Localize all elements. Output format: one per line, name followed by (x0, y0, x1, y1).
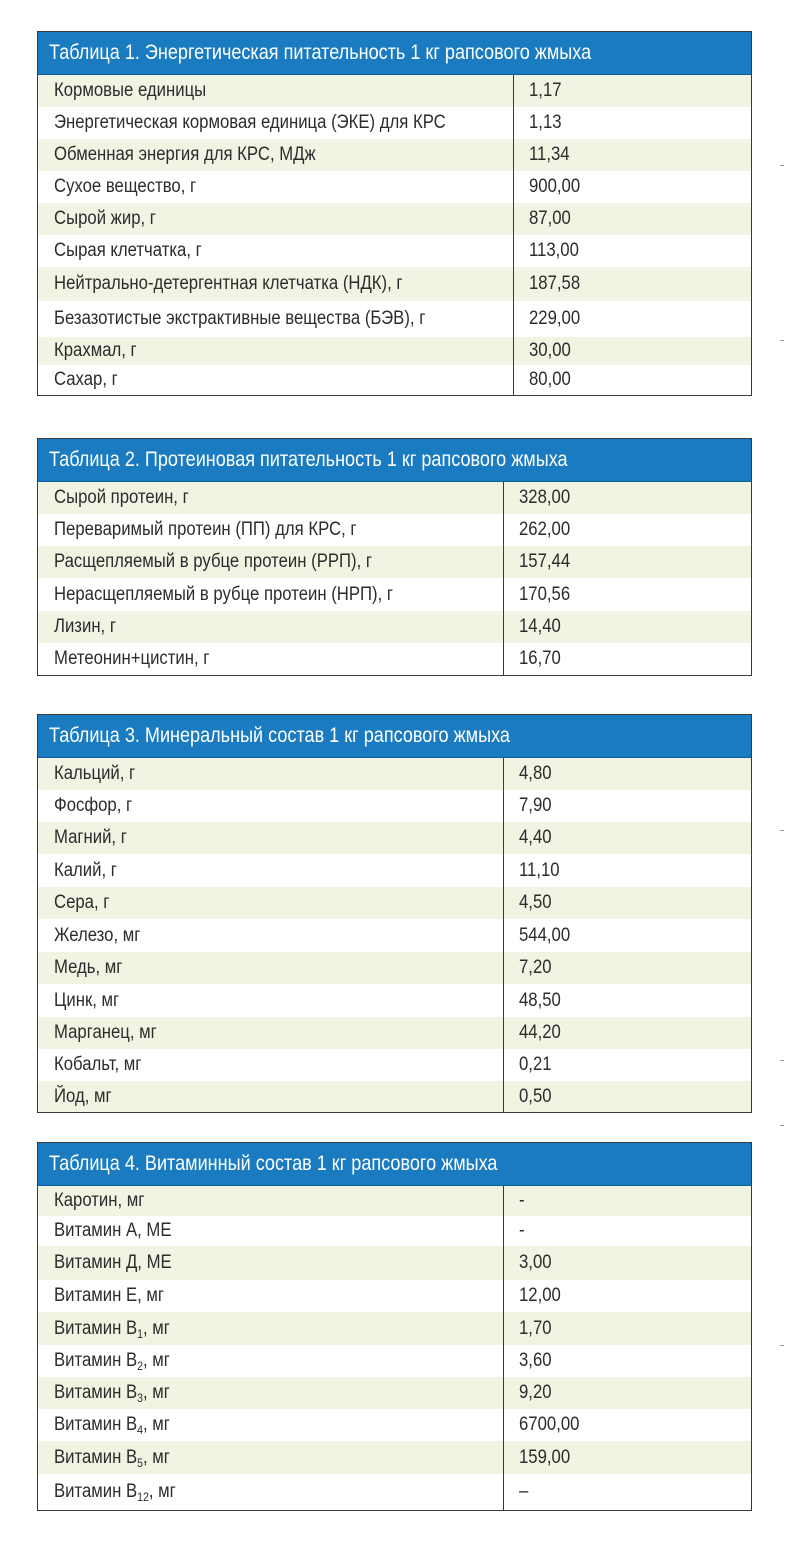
row-value-cell (504, 1017, 567, 1049)
table-row (38, 984, 751, 1017)
row-label (54, 144, 316, 166)
row-value: 544,00 (519, 924, 571, 946)
row-value-cell (514, 301, 587, 337)
table-4 (37, 1142, 752, 1511)
row-label-text: Нейтрально-детергентная клетчатка (НДК), г (54, 273, 403, 294)
row-label-text: Магний, г (54, 827, 127, 848)
row-label-text: Сырой протеин, г (54, 487, 189, 508)
row-label-text: Энергетическая кормовая единица (ЭКЕ) для КРС (54, 112, 446, 133)
margin-mark (780, 1060, 784, 1061)
row-label (54, 80, 206, 102)
row-label-cell (38, 887, 504, 919)
row-label-cell (38, 1409, 504, 1441)
row-label-cell (38, 1280, 504, 1312)
table-row (38, 235, 751, 267)
table-row (38, 203, 751, 235)
row-label-cell (38, 365, 514, 395)
row-value: 229,00 (529, 308, 581, 329)
row-value-cell (504, 578, 577, 611)
row-value: – (519, 1481, 529, 1502)
row-label (54, 957, 122, 979)
row-value: 170,56 (519, 583, 571, 605)
row-label-cell (38, 75, 514, 107)
row-value-cell (504, 482, 577, 514)
table-row (38, 1345, 751, 1377)
row-label (54, 487, 189, 509)
row-label-cell (38, 854, 504, 887)
row-label-cell (38, 1246, 504, 1280)
table-row (38, 919, 751, 952)
row-label-text: Сырая клетчатка, г (54, 240, 202, 261)
row-value-cell (504, 822, 556, 854)
table-row (38, 1377, 751, 1409)
margin-mark (780, 165, 784, 166)
row-label (54, 763, 135, 785)
row-label-text: Йод, мг (54, 1085, 112, 1107)
table-row (38, 365, 751, 395)
row-label (54, 340, 137, 362)
row-value-cell (504, 1280, 567, 1312)
row-label-text: Лизин, г (54, 616, 116, 637)
row-label-cell (38, 1377, 504, 1409)
row-label-cell (38, 643, 504, 675)
row-value-cell (514, 139, 575, 171)
row-value-cell (504, 1081, 556, 1112)
table-row (38, 1186, 751, 1216)
table-1 (37, 31, 752, 396)
row-value: 113,00 (529, 240, 579, 261)
row-label (54, 1220, 172, 1242)
row-value: 44,20 (519, 1022, 561, 1043)
row-label-text: Витамин Е, мг (54, 1285, 165, 1306)
row-value-cell (504, 854, 565, 887)
row-value: 7,90 (519, 795, 552, 816)
row-label-suffix: , мг (148, 1481, 176, 1502)
row-label-text: Витамин В (54, 1382, 138, 1403)
row-label-text: Сахар, г (54, 369, 118, 390)
row-value-cell (504, 952, 556, 984)
row-label-subscript: 5 (137, 1455, 144, 1470)
row-label (54, 795, 132, 817)
row-label-text: Метеонин+цистин, г (54, 648, 210, 669)
row-label-suffix: , мг (143, 1317, 170, 1339)
row-label (54, 892, 109, 914)
row-label-cell (38, 952, 504, 984)
table-row (38, 171, 751, 203)
table-title (38, 439, 751, 482)
row-value-cell (514, 235, 586, 267)
row-label (54, 1414, 170, 1436)
row-value-cell (504, 546, 577, 578)
row-label-suffix: , мг (143, 1382, 170, 1403)
row-label-text: Марганец, мг (54, 1022, 157, 1043)
row-label-subscript: 3 (137, 1391, 144, 1405)
table-row (38, 75, 751, 107)
row-label-cell (38, 1081, 504, 1112)
table-row (38, 546, 751, 578)
table-row (38, 952, 751, 984)
row-label-text: Переваримый протеин (ПП) для КРС, г (54, 519, 357, 540)
row-value-cell (504, 790, 556, 822)
row-label (54, 1022, 157, 1044)
row-label (54, 240, 202, 262)
row-label-text: Медь, мг (54, 957, 123, 978)
row-label (54, 1481, 176, 1503)
row-label (54, 616, 116, 638)
row-value: 14,40 (519, 616, 561, 637)
row-label-text: Сухое вещество, г (54, 176, 197, 197)
row-label-text: Сырой жир, г (54, 208, 156, 229)
row-label-cell (38, 267, 514, 301)
table-row (38, 887, 751, 919)
row-label-text: Калий, г (54, 859, 117, 881)
table-2 (37, 438, 752, 676)
table-row (38, 578, 751, 611)
row-label-text: Крахмал, г (54, 340, 137, 361)
table-row (38, 139, 751, 171)
row-label-cell (38, 1017, 504, 1049)
row-value-cell (504, 514, 577, 546)
margin-mark (780, 1125, 784, 1126)
table-row (38, 822, 751, 854)
table-row (38, 758, 751, 790)
row-label-text: Фосфор, г (54, 795, 133, 816)
row-value: 0,21 (519, 1054, 552, 1075)
table-row (38, 337, 751, 365)
row-label-subscript: 4 (137, 1423, 144, 1437)
table-title-text: Таблица 2. Протеиновая питательность 1 кг рапсового жмыха (49, 448, 568, 471)
row-label-cell (38, 482, 504, 514)
row-label-subscript: 12 (137, 1490, 149, 1504)
row-label-cell (38, 611, 504, 643)
row-label-suffix: , мг (143, 1414, 170, 1435)
row-value: 4,40 (519, 827, 552, 848)
table-row (38, 1312, 751, 1345)
table-title (38, 715, 751, 758)
row-label (54, 827, 127, 849)
row-label-text: Цинк, мг (54, 989, 120, 1011)
row-value: 11,10 (519, 859, 560, 881)
row-label-cell (38, 1441, 504, 1474)
row-label-subscript: 1 (137, 1326, 144, 1341)
table-row (38, 482, 751, 514)
row-value-cell (514, 365, 577, 395)
row-label-text: Витамин Д, МЕ (54, 1252, 172, 1273)
row-label (54, 584, 393, 606)
row-label-cell (38, 301, 514, 337)
row-label-cell (38, 758, 504, 790)
row-value: - (519, 1220, 525, 1241)
row-label-text: Витамин В (54, 1317, 138, 1339)
row-label-suffix: , мг (143, 1446, 170, 1468)
row-label (54, 860, 117, 882)
row-value: 1,70 (519, 1317, 552, 1339)
row-value-cell (504, 1216, 525, 1246)
row-value-cell (504, 758, 556, 790)
row-label (54, 1382, 170, 1404)
row-label-text: Витамин В (54, 1481, 138, 1502)
table-title (38, 32, 751, 75)
row-value-cell (514, 75, 566, 107)
row-value: 0,50 (519, 1085, 552, 1107)
row-value-cell (514, 267, 587, 301)
row-label (54, 369, 118, 391)
row-value: 187,58 (529, 273, 581, 294)
row-value: 11,34 (529, 144, 570, 165)
row-label-text: Кормовые единицы (54, 80, 207, 101)
row-label-text: Сера, г (54, 892, 110, 913)
table-row (38, 267, 751, 301)
row-value-cell (504, 1186, 525, 1216)
row-value: 30,00 (529, 340, 571, 361)
table-title (38, 1143, 751, 1186)
row-value-cell (504, 1441, 577, 1474)
row-value: 4,50 (519, 892, 552, 913)
table-row (38, 854, 751, 887)
table-row (38, 1017, 751, 1049)
row-value: 3,60 (519, 1350, 552, 1371)
table-title-text: Таблица 3. Минеральный состав 1 кг рапсового жмыха (49, 724, 510, 747)
table-row (38, 1246, 751, 1280)
row-label (54, 925, 140, 947)
table-row (38, 1081, 751, 1112)
row-label-text: Безазотистые экстрактивные вещества (БЭВ), г (54, 308, 426, 329)
row-label (54, 1350, 170, 1372)
row-value-cell (514, 107, 566, 139)
table-row (38, 1441, 751, 1474)
row-label (54, 990, 119, 1012)
row-label-text: Расщепляемый в рубце протеин (РРП), г (54, 551, 373, 572)
row-value-cell (514, 337, 577, 365)
row-value: 87,00 (529, 208, 571, 229)
row-value-cell (514, 203, 577, 235)
row-value: 1,17 (529, 80, 562, 101)
row-label (54, 112, 446, 134)
row-label-cell (38, 1216, 504, 1246)
table-row (38, 1216, 751, 1246)
row-value-cell (504, 984, 567, 1017)
row-label-text: Кальций, г (54, 763, 136, 784)
row-label (54, 1252, 172, 1274)
row-value-cell (504, 643, 567, 675)
row-label-cell (38, 203, 514, 235)
row-value: 16,70 (519, 648, 561, 669)
table-row (38, 107, 751, 139)
row-label-subscript: 2 (137, 1359, 144, 1373)
row-label (54, 551, 372, 573)
row-label-text: Витамин В (54, 1350, 138, 1371)
margin-mark (780, 830, 784, 831)
row-label-text: Железо, мг (54, 924, 141, 946)
row-label-cell (38, 919, 504, 952)
row-label-text: Каротин, мг (54, 1190, 145, 1211)
row-value: 159,00 (519, 1446, 571, 1468)
row-label-text: Витамин В (54, 1414, 138, 1435)
row-value-cell (504, 611, 567, 643)
row-label (54, 648, 209, 670)
row-value: 328,00 (519, 487, 571, 508)
row-label-text: Витамин В (54, 1446, 138, 1468)
row-label-cell (38, 107, 514, 139)
table-row (38, 1409, 751, 1441)
row-value: 7,20 (519, 957, 552, 978)
row-label (54, 1190, 144, 1212)
row-label-cell (38, 790, 504, 822)
row-label-cell (38, 1345, 504, 1377)
table-title-text: Таблица 1. Энергетическая питательность 1 кг рапсового жмыха (49, 41, 592, 64)
table-row (38, 301, 751, 337)
row-label (54, 308, 425, 330)
row-label (54, 1054, 141, 1076)
table-title-text: Таблица 4. Витаминный состав 1 кг рапсового жмыха (49, 1152, 498, 1175)
margin-mark (780, 340, 784, 341)
row-label-text: Кобальт, мг (54, 1054, 142, 1075)
row-label-text: Нерасщепляемый в рубце протеин (НРП), г (54, 583, 394, 605)
row-label-cell (38, 822, 504, 854)
row-label-cell (38, 1049, 504, 1081)
table-row (38, 790, 751, 822)
row-label (54, 1447, 170, 1469)
row-value: 262,00 (519, 519, 571, 540)
row-value-cell (504, 1246, 556, 1280)
row-value: 4,80 (519, 763, 552, 784)
row-label-cell (38, 139, 514, 171)
row-label-cell (38, 1474, 504, 1510)
row-value: 3,00 (519, 1252, 552, 1273)
row-label-text: Витамин А, МЕ (54, 1220, 172, 1241)
row-value-cell (504, 1049, 556, 1081)
row-label-cell (38, 546, 504, 578)
row-label-cell (38, 578, 504, 611)
row-value: 6700,00 (519, 1414, 580, 1435)
row-label (54, 273, 403, 295)
row-value: 157,44 (519, 551, 571, 572)
row-value: - (519, 1190, 525, 1211)
row-value: 12,00 (519, 1285, 561, 1306)
row-label (54, 176, 196, 198)
row-label (54, 1086, 112, 1108)
table-row (38, 1280, 751, 1312)
row-value-cell (504, 1345, 556, 1377)
row-value-cell (504, 1474, 530, 1510)
table-3 (37, 714, 752, 1113)
row-label (54, 1285, 164, 1307)
row-value-cell (514, 171, 587, 203)
table-row (38, 514, 751, 546)
table-row (38, 643, 751, 675)
row-label-cell (38, 1312, 504, 1345)
margin-mark (780, 1345, 784, 1346)
row-value-cell (504, 1409, 588, 1441)
row-label-text: Обменная энергия для КРС, МДж (54, 144, 316, 165)
row-label (54, 208, 156, 230)
row-label (54, 519, 357, 541)
row-label-cell (38, 171, 514, 203)
table-row (38, 1474, 751, 1510)
row-value-cell (504, 1312, 556, 1345)
row-label-cell (38, 514, 504, 546)
row-value: 900,00 (529, 176, 581, 197)
row-label-cell (38, 1186, 504, 1216)
row-label (54, 1318, 170, 1340)
row-value: 80,00 (529, 369, 571, 390)
row-value: 9,20 (519, 1382, 552, 1403)
row-value-cell (504, 887, 556, 919)
row-value-cell (504, 919, 577, 952)
table-row (38, 611, 751, 643)
row-value-cell (504, 1377, 556, 1409)
row-value: 1,13 (529, 112, 562, 133)
row-label-cell (38, 984, 504, 1017)
row-value: 48,50 (519, 989, 561, 1011)
row-label-cell (38, 235, 514, 267)
row-label-cell (38, 337, 514, 365)
row-label-suffix: , мг (143, 1350, 170, 1371)
table-row (38, 1049, 751, 1081)
